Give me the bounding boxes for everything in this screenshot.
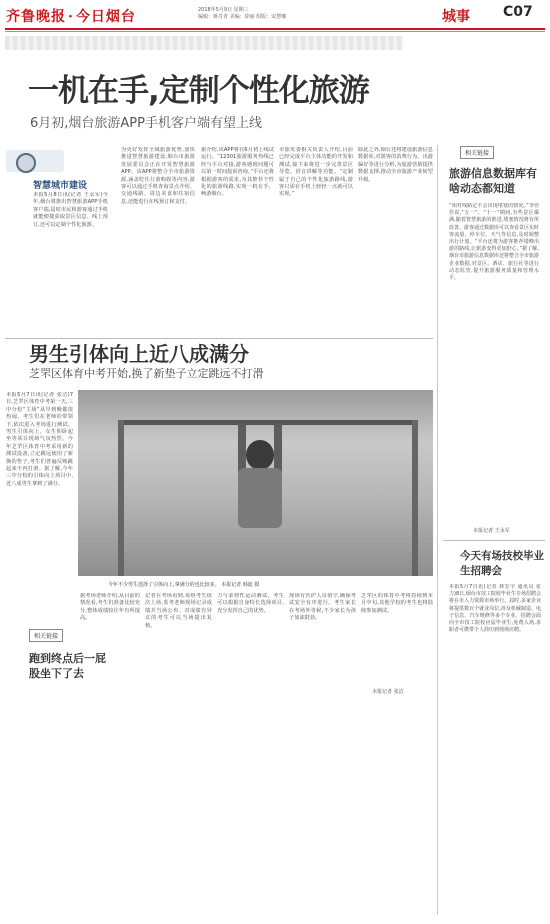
left-link-headline: 跑到终点后一屁股坐下了去	[29, 652, 106, 680]
sidebar1-tag: 相关链接	[460, 146, 494, 159]
story1-column-e: 除此之外,烟台还将建设旅游信息数据库,对游客的消费行为、出游偏好等进行分析,为旅游营销提供数据支撑,推动全市旅游产业转型升级。	[358, 147, 433, 183]
masthead-logo	[6, 6, 136, 26]
story1-column-a: 本报5月8日讯(记者 王永军)今年,烟台将推出智慧旅游APP手机客户端,届时市民和游客通过手机就能便捷获取景区信息、线上预订,还可以定制个性化旅游。	[33, 192, 108, 228]
sidebar1-byline: 本报记者 王永军	[473, 528, 510, 534]
story2-byline: 本报记者 张洁	[372, 689, 404, 695]
story2-headline: 男生引体向上近八成满分	[29, 342, 249, 366]
left-link-tag: 相关链接	[29, 629, 63, 642]
masthead-dot: ·	[68, 9, 74, 25]
sidebar2-headline: 今天有场技校毕业生招聘会	[460, 550, 544, 577]
sidebar-divider	[443, 540, 545, 541]
story2-column-f: 本报5月7日讯(记者 张洁)7日,芝罘区体育中考第一天,三中分校“主场”从早到晚都很热闹。考生们在老师的带领下,依次进入考场进行测试。男生引体向上、女生仰卧起坐等项目现场气氛热烈。今年芝罘区体育中考采用新的测试设备,立定跳远使用了新换的垫子,考生们普遍反映跳起来不再打滑。据了解,今年三中分校的引体向上项目中,近八成男生拿到了满分。	[6, 392, 73, 487]
bar-post-left	[118, 420, 124, 576]
section-label: 智慧城市建设	[33, 181, 88, 191]
student-body	[238, 468, 282, 528]
story1-column-c: 据介绍,该APP将在6月初上线试运行。“12301旅游服务热线已经与平台对接,游客遇到问题可以第一时间投诉咨询。”平台还将根据游客的需求,为其推荐个性化的旅游线路,实现一机在手、畅游烟台。	[201, 147, 274, 198]
edition-name: 今日烟台	[75, 9, 136, 25]
pullup-bar	[118, 420, 418, 425]
page-number: C07	[503, 4, 533, 20]
masthead-thin-rule	[5, 31, 545, 32]
bar-post-right	[412, 420, 418, 576]
column-divider	[437, 145, 438, 915]
arm-right	[274, 424, 282, 472]
story1-headline: 一机在手,定制个性化旅游	[28, 73, 369, 109]
story1-column-d: 市旅发委相关负责人介绍,目前已经完成平台主体功能的开发和测试,接下来将进一步完善景区导览、语音讲解等功能。“定制属于自己的个性化旅游路线,游客只需在手机上轻轻一点就可以实现。”	[279, 147, 353, 198]
sidebar2-body: 本报5月7日讯(记者 林宏宇 通讯员 张力)8日,烟台市技工院校毕业生专场招聘会将在市人力资源市场举行。届时,多家企业将提供数百个就业岗位,涉及机械制造、电子信息、汽车维修等多个专业。招聘会面向全市技工院校应届毕业生,免费入场,求职者可携带个人简历到现场应聘。	[449, 584, 541, 634]
decor-band	[5, 36, 403, 50]
story1-column-b: 为更好发挥全域旅游优势,加快推进智慧旅游建设,烟台市旅游发展委员会正在开发智慧旅游APP。该APP将整合全市旅游资源,涵盖吃住行游购娱等内容,游客可以通过手机查询景点介绍、交通线路、周边美食和住宿信息,还能进行在线预订和支付。	[121, 147, 195, 205]
student-head	[246, 440, 274, 470]
sidebar1-body: “相对线路定不会出现堵塞的情况。”李佳佳说,“五一”、“十一”期间,有些景区爆满,随着智慧旅游的推进,堵塞情况将有所改善。游客通过数据库可以查看景区实时客流量、停车位、天气等信息,及时调整出行计划。“平台还将为游客推荐错峰出游的路线,让旅游变得更加舒心。”据了解,烟台市旅游信息数据库还将整合全市旅游企业数据,对景区、酒店、旅行社等进行动态监管,提升旅游服务质量和管理水平。	[449, 203, 539, 282]
masthead-meta	[198, 7, 286, 21]
sidebar1-headline: 旅游信息数据库有啥动态都知道	[449, 167, 537, 195]
photo-caption: 今年不少男生选择了引体向上,拿满分的也比较多。 本报记者 韩迪 摄	[108, 582, 260, 588]
masthead-rule	[5, 28, 545, 30]
pullup-photo	[78, 390, 433, 576]
meta-editors: 编辑：蒋丹青 美编：徐丽 组版：宋慧娜	[198, 14, 287, 20]
story2-subhead: 芝罘区体育中考开始,换了新垫子立定跳远不打滑	[29, 367, 264, 380]
section-title: 城事	[442, 9, 470, 25]
story2-column-k: 芝罘区的体育中考将持续到本月中旬,其他学校的考生也将陆续参加测试。	[361, 593, 433, 614]
story2-column-i: 力与柔韧性运动测试。考生可以根据自身特长选择项目,充分发挥自己的优势。	[217, 593, 284, 614]
story1-subhead: 6月初,烟台旅游APP手机客户端有望上线	[30, 116, 262, 131]
paper-name: 齐鲁晚报	[6, 9, 66, 25]
arm-left	[238, 424, 246, 472]
story2-column-g: 据考场老师介绍,从目前的情况看,考生们准备比较充分,整体成绩较往年有所提高。	[80, 593, 140, 622]
story2-column-j: 现场有医护人员值守,确保考试安全有序进行。考生家长在考场外等候,不少家长为孩子加油鼓劲。	[289, 593, 356, 622]
story2-column-h: 记者在考场看到,每组考生依次上场,监考老师现场记录成绩并当场公布。对成绩有异议的考生可以当场提出复核。	[145, 593, 212, 629]
meta-date: 2018年5月9日 星期三	[198, 7, 249, 13]
gear-icon	[16, 153, 36, 173]
